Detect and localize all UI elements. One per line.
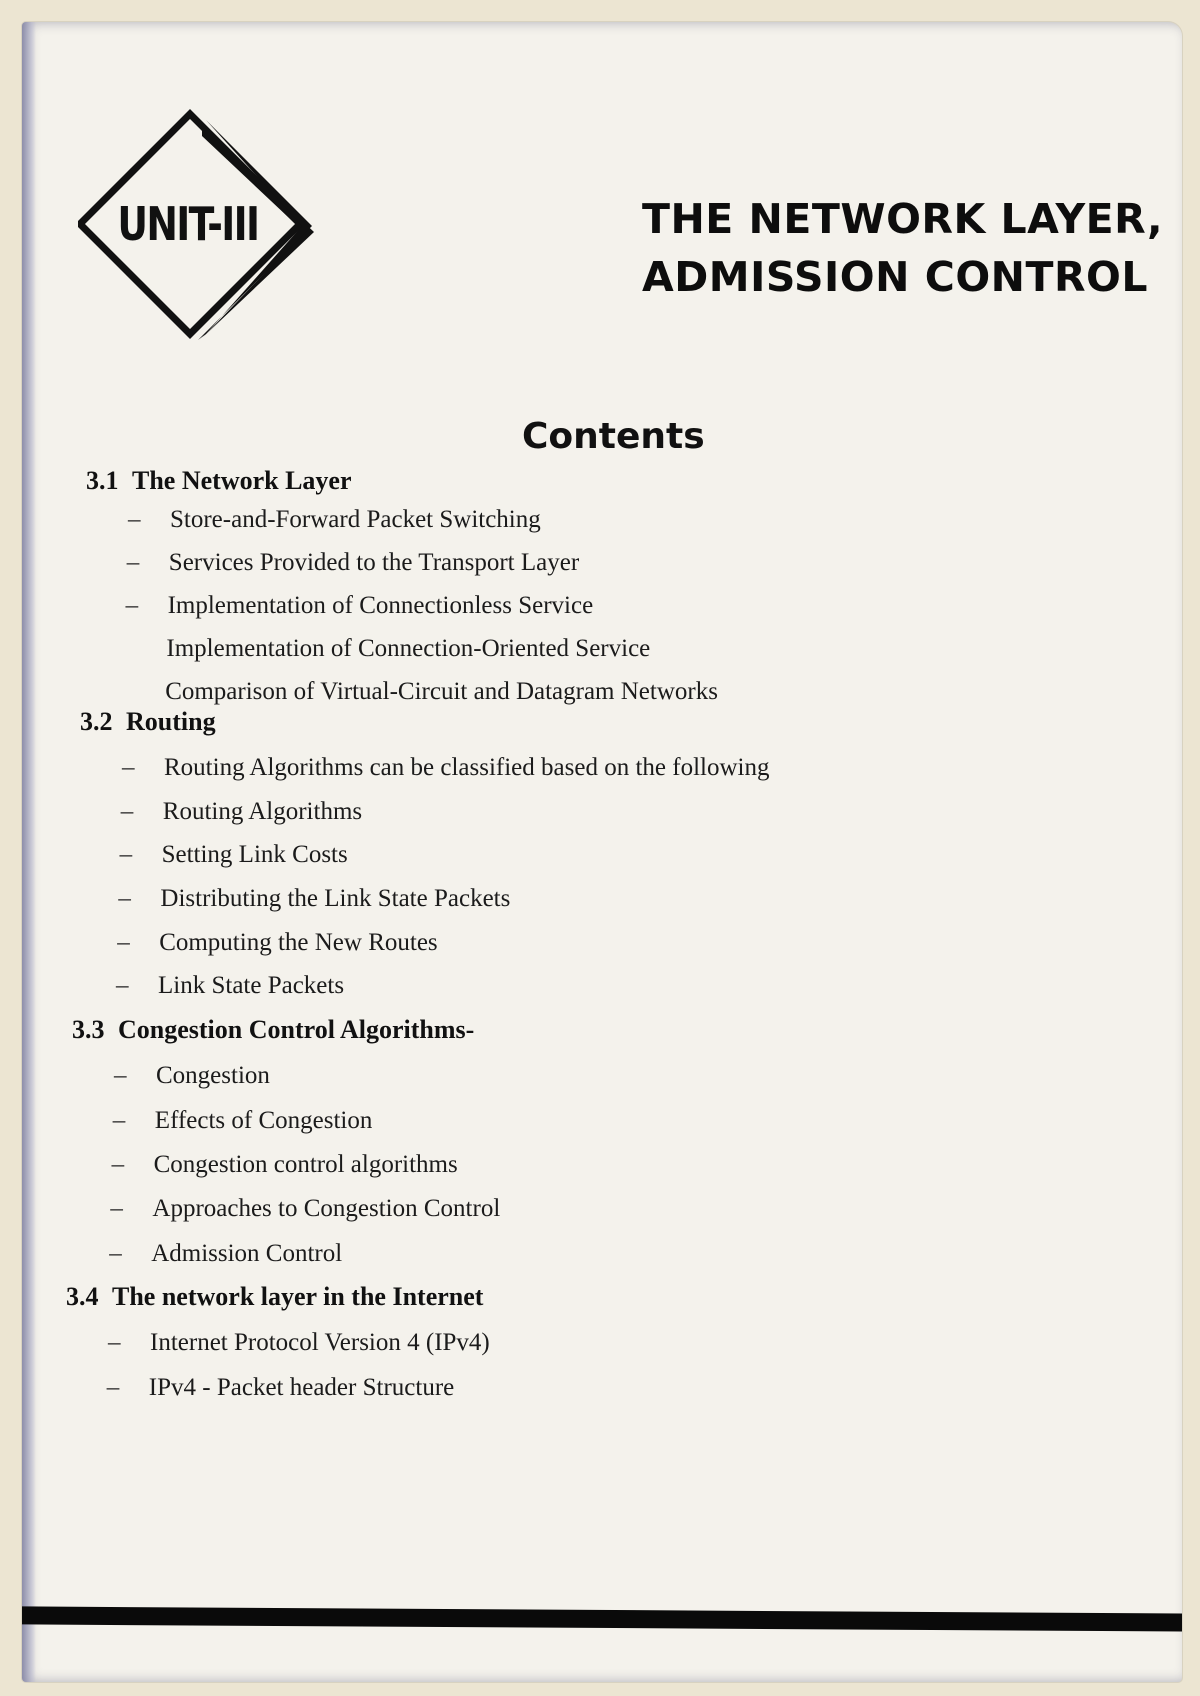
toc-item-text: Routing Algorithms bbox=[162, 798, 363, 825]
toc-section-3-3 bbox=[72, 1015, 474, 1045]
toc-item bbox=[117, 929, 438, 957]
toc-item bbox=[110, 1195, 501, 1223]
toc-item bbox=[114, 1062, 270, 1090]
toc-item-text: Comparison of Virtual-Circuit and Datagram Networks bbox=[165, 678, 718, 705]
section-title: Routing bbox=[126, 707, 216, 736]
toc-item bbox=[111, 1151, 458, 1179]
unit-title-line-1: THE NETWORK LAYER, bbox=[642, 195, 1164, 243]
toc-item bbox=[108, 1329, 490, 1357]
toc-item-text: Admission Control bbox=[151, 1240, 343, 1267]
toc-item bbox=[120, 798, 363, 826]
dash-bullet: – bbox=[110, 1195, 123, 1222]
dash-bullet: – bbox=[109, 1240, 122, 1267]
dash-bullet: – bbox=[119, 841, 133, 868]
dash-bullet: – bbox=[114, 1062, 127, 1089]
dash-bullet: – bbox=[108, 1329, 121, 1356]
toc-item-text: Internet Protocol Version 4 (IPv4) bbox=[150, 1329, 490, 1356]
toc-item bbox=[119, 841, 348, 869]
toc-item bbox=[109, 1240, 343, 1268]
dash-bullet: – bbox=[118, 885, 131, 912]
toc-item bbox=[116, 972, 345, 1000]
unit-number-label: UNIT-III bbox=[117, 197, 259, 251]
unit-title-line-2: ADMISSION CONTROL bbox=[642, 253, 1149, 301]
document-page bbox=[22, 22, 1182, 1682]
toc-item-text: Effects of Congestion bbox=[154, 1107, 373, 1134]
section-title: The network layer in the Internet bbox=[112, 1282, 484, 1311]
toc-section-3-4 bbox=[66, 1282, 483, 1312]
dash-bullet: – bbox=[112, 1107, 126, 1134]
toc-item-text: Congestion bbox=[156, 1062, 270, 1089]
dash-bullet: – bbox=[126, 549, 140, 576]
toc-item-text: Implementation of Connectionless Service bbox=[167, 592, 594, 619]
toc-item-text: Setting Link Costs bbox=[161, 841, 348, 868]
toc-item-text: Link State Packets bbox=[158, 972, 345, 999]
toc-item bbox=[106, 1374, 455, 1402]
toc-item bbox=[112, 1107, 373, 1135]
contents-heading: Contents bbox=[522, 416, 705, 457]
toc-item-text: Implementation of Connection-Oriented Service bbox=[166, 635, 651, 662]
section-number: 3.2 bbox=[80, 707, 113, 736]
toc-item-text: Computing the New Routes bbox=[159, 929, 438, 956]
section-title: Congestion Control Algorithms- bbox=[118, 1015, 475, 1044]
toc-item-text: Congestion control algorithms bbox=[153, 1151, 458, 1178]
toc-item-text: Routing Algorithms can be classified based on the following bbox=[164, 754, 770, 781]
dash-bullet: – bbox=[106, 1374, 120, 1401]
section-number: 3.1 bbox=[86, 466, 119, 495]
toc-item bbox=[125, 592, 594, 620]
dash-bullet: – bbox=[128, 506, 141, 533]
dash-bullet: – bbox=[122, 754, 135, 781]
toc-item bbox=[128, 506, 541, 534]
toc-item bbox=[122, 754, 770, 782]
toc-item-text: IPv4 - Packet header Structure bbox=[148, 1374, 455, 1401]
toc-item-text: Services Provided to the Transport Layer bbox=[168, 549, 580, 576]
toc-item bbox=[118, 885, 511, 913]
toc-item-text: Distributing the Link State Packets bbox=[160, 885, 511, 912]
dash-bullet: – bbox=[116, 972, 129, 999]
dash-bullet: – bbox=[120, 798, 134, 825]
section-number: 3.4 bbox=[66, 1282, 99, 1311]
toc-item bbox=[166, 635, 650, 663]
table-of-contents bbox=[22, 22, 1182, 1682]
toc-section-3-2 bbox=[80, 707, 216, 737]
toc-section-3-1 bbox=[86, 466, 352, 496]
dash-bullet: – bbox=[117, 929, 130, 956]
toc-item bbox=[126, 549, 580, 577]
toc-item-text: Store-and-Forward Packet Switching bbox=[170, 506, 541, 533]
dash-bullet: – bbox=[125, 592, 139, 619]
toc-item-text: Approaches to Congestion Control bbox=[152, 1195, 501, 1222]
dash-bullet: – bbox=[111, 1151, 125, 1178]
toc-item bbox=[165, 678, 718, 706]
section-title: The Network Layer bbox=[132, 466, 352, 495]
section-number: 3.3 bbox=[72, 1015, 105, 1044]
